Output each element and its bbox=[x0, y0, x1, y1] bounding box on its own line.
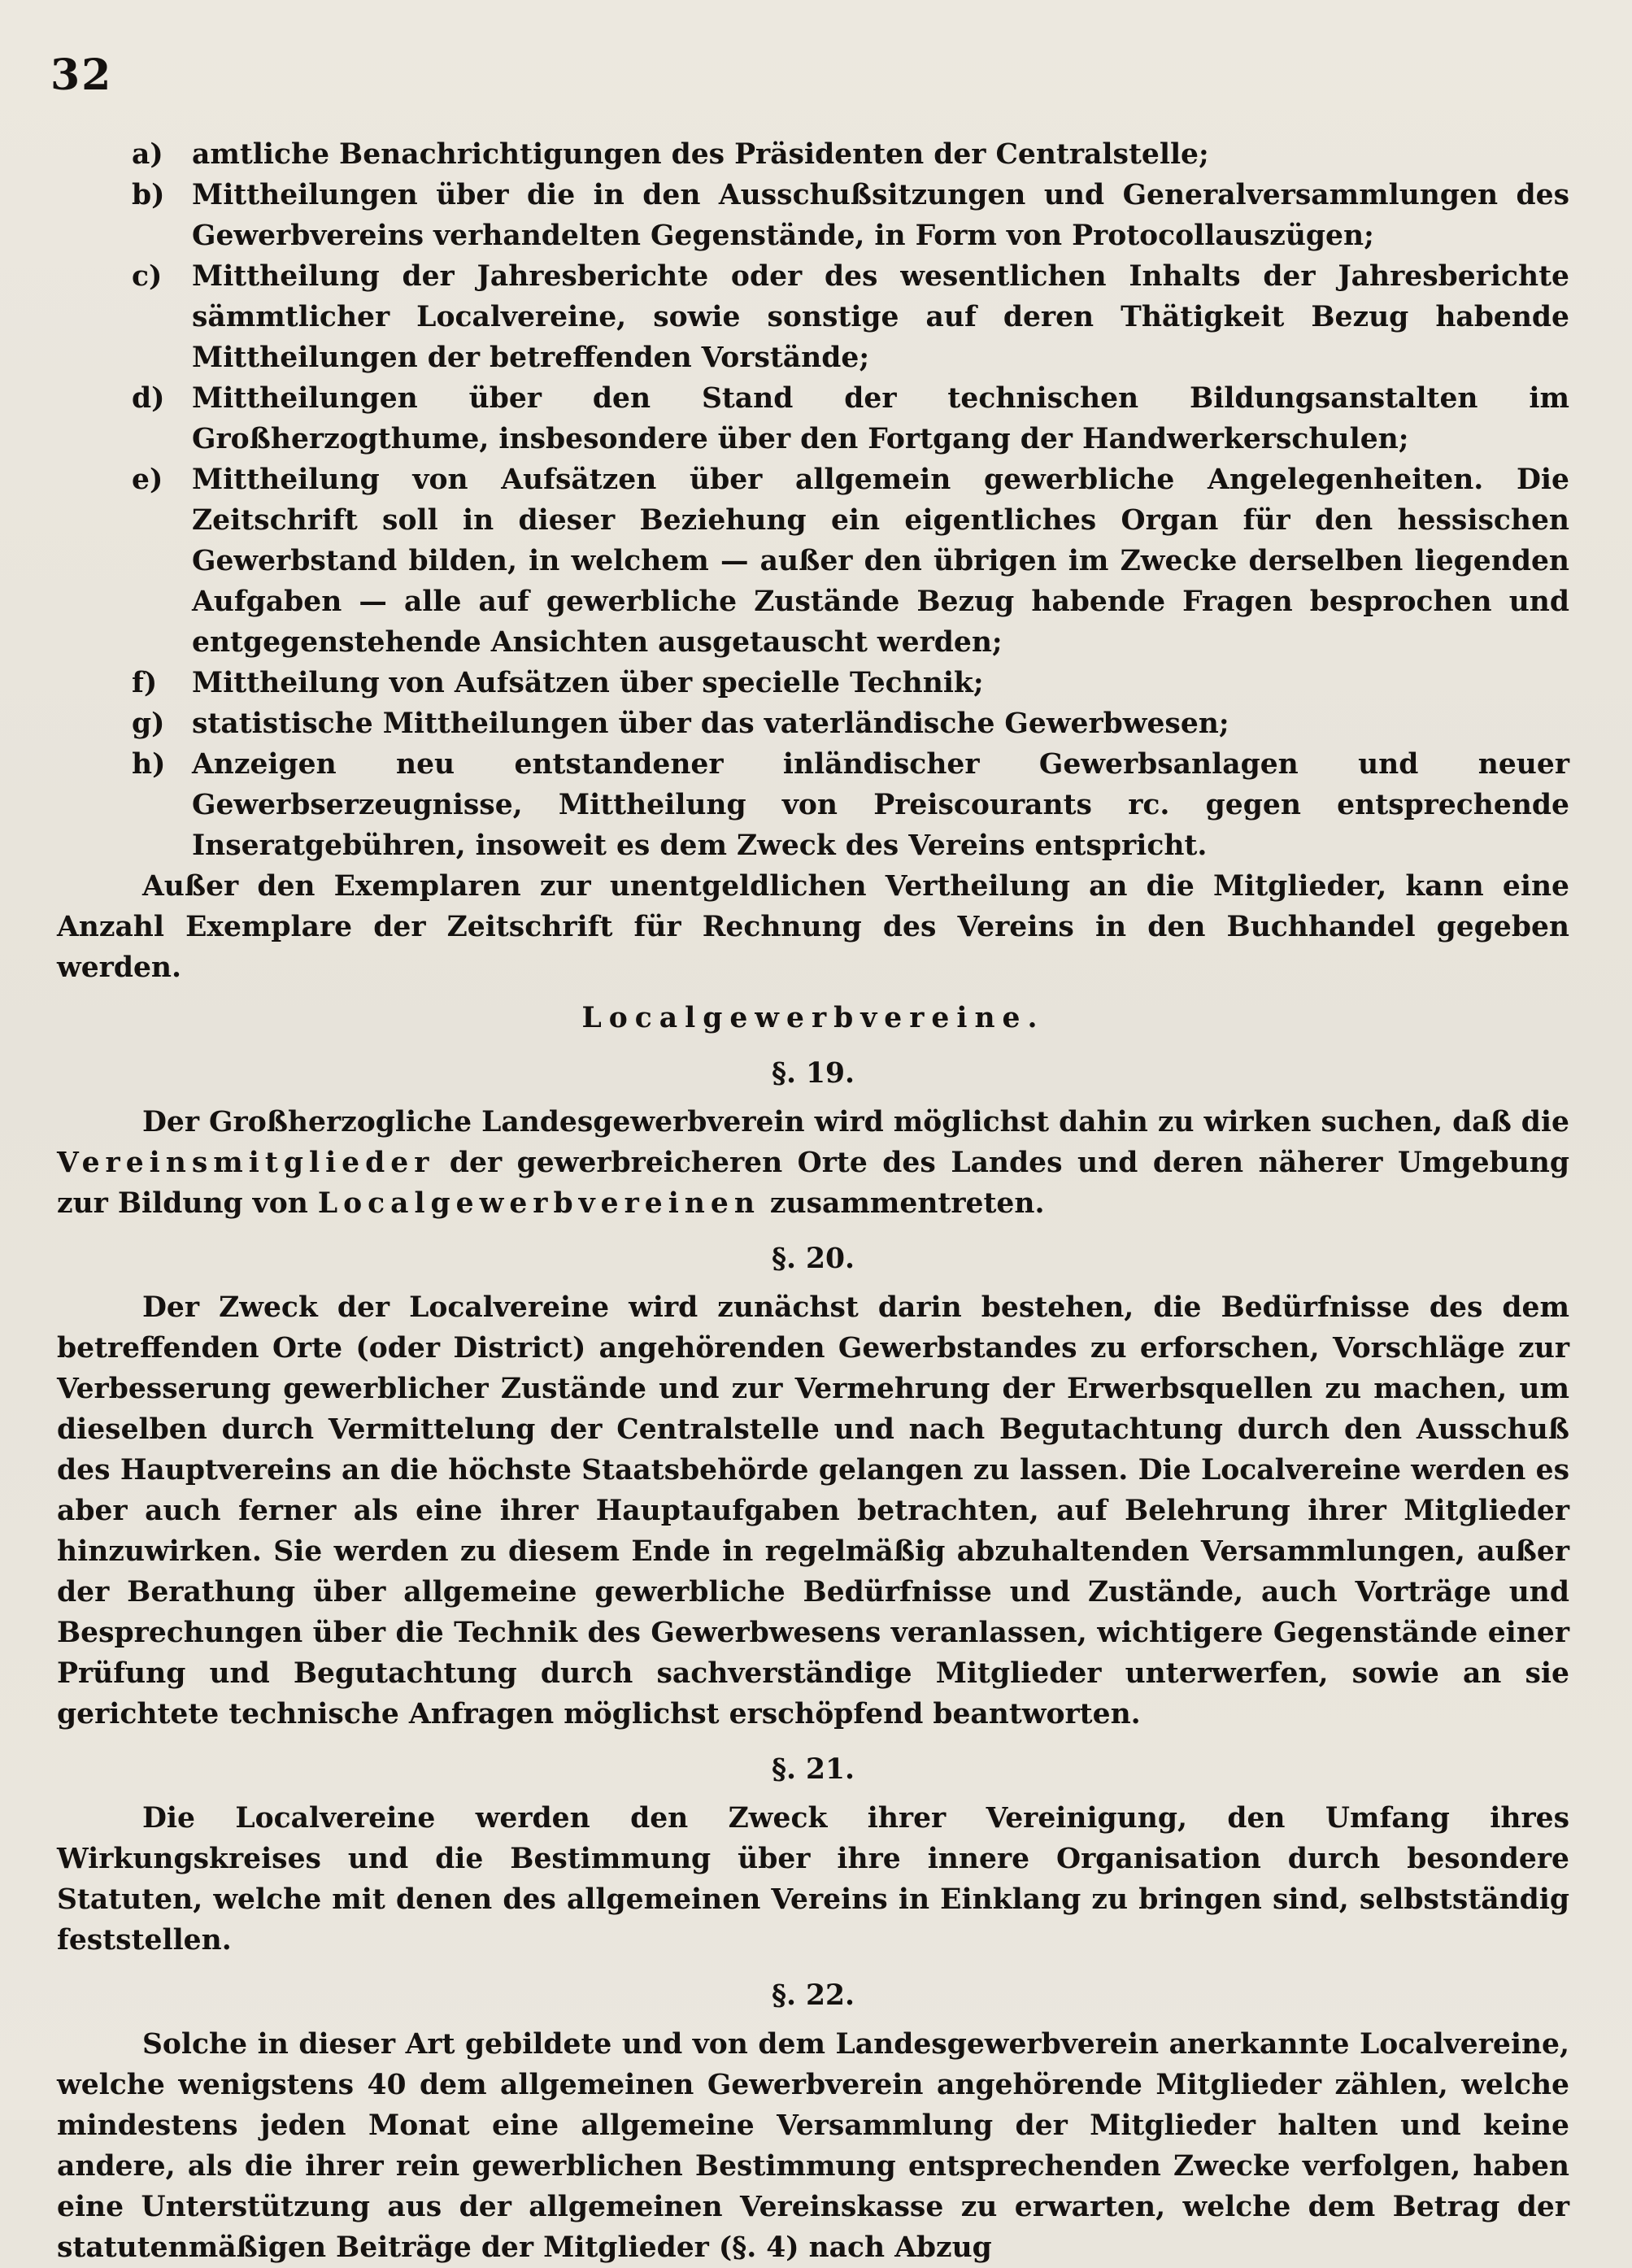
list-item-d bbox=[132, 378, 1569, 459]
section-text-19 bbox=[57, 1102, 1569, 1224]
section-text-21: Die Localvereine werden den Zweck ihrer Vereinigung, den Umfang ihres Wirkungskreises und die Bestimmung über ihre innere Organisation durch besondere Statuten, welche mit denen des allgemeinen Vereins in Einklang zu bringen sind, selbstständig feststellen. bbox=[57, 1802, 1569, 1957]
section-title-19: §. 19. bbox=[771, 1057, 855, 1090]
section-19-spaced-term: Vereinsmitglieder bbox=[57, 1147, 435, 1179]
list-item-label: b) bbox=[132, 179, 165, 211]
section-19-text-part: zusammentreten. bbox=[759, 1187, 1045, 1220]
list-item-e bbox=[132, 459, 1569, 663]
list-item-label: g) bbox=[132, 707, 165, 740]
list-item-text: statistische Mittheilungen über das vaterländische Gewerbwesen; bbox=[192, 707, 1229, 740]
list-item-label: a) bbox=[132, 138, 163, 171]
chapter-heading: Localgewerbvereine. bbox=[581, 1002, 1045, 1034]
list-item-text: Mittheilung der Jahresberichte oder des wesentlichen Inhalts der Jahresberichte sämmtlicher Localvereine, sowie sonstige auf deren Thätigkeit Bezug habende Mittheilungen der betreffenden Vorstände; bbox=[192, 260, 1569, 374]
section-title-20: §. 20. bbox=[771, 1243, 855, 1275]
section-19-text-part: der gewerbreicheren Orte des Landes und deren näherer Umgebung zur Bildung von bbox=[57, 1147, 1569, 1220]
list-item-c bbox=[132, 256, 1569, 378]
closing-paragraph: Außer den Exemplaren zur unentgeldlichen Vertheilung an die Mitglieder, kann eine Anzahl Exemplare der Zeitschrift für Rechnung des Vereins in den Buchhandel gegeben werden. bbox=[57, 870, 1569, 984]
list-item-b bbox=[132, 175, 1569, 256]
section-19-text-part: Der Großherzogliche Landesgewerbverein wird möglichst dahin zu wirken suchen, daß die bbox=[142, 1106, 1569, 1138]
list-item-text: amtliche Benachrichtigungen des Präsidenten der Centralstelle; bbox=[192, 138, 1209, 171]
list-item-label: c) bbox=[132, 260, 163, 293]
list-item-g bbox=[132, 703, 1569, 744]
section-19-spaced-term: Localgewerbvereinen bbox=[317, 1187, 760, 1220]
list-item-text: Mittheilungen über die in den Ausschußsitzungen und Generalversammlungen des Gewerbvereins verhandelten Gegenstände, in Form von Protocollauszügen; bbox=[192, 179, 1569, 252]
item-list bbox=[57, 134, 1569, 866]
list-item-a bbox=[132, 134, 1569, 175]
section-title-22: §. 22. bbox=[771, 1979, 855, 2012]
page-number: 32 bbox=[50, 50, 113, 100]
list-item-h bbox=[132, 744, 1569, 866]
list-item-text: Anzeigen neu entstandener inländischer Gewerbsanlagen und neuer Gewerbserzeugnisse, Mittheilung von Preiscourants rc. gegen entsprechende Inseratgebühren, insoweit es dem Zweck des Vereins entspricht. bbox=[192, 748, 1569, 862]
list-item-text: Mittheilungen über den Stand der technischen Bildungsanstalten im Großherzogthume, insbesondere über den Fortgang der Handwerkerschulen; bbox=[192, 382, 1569, 455]
section-text-20: Der Zweck der Localvereine wird zunächst darin bestehen, die Bedürfnisse des dem betreffenden Orte (oder District) angehörenden Gewerbstandes zu erforschen, Vorschläge zur Verbesserung gewerblicher Zustände und zur Vermehrung der Erwerbsquellen zu machen, um dieselben durch Vermittelung der Centralstelle und nach Begutachtung durch den Ausschuß des Hauptvereins an die höchste Staatsbehörde gelangen zu lassen. Die Localvereine werden es aber auch ferner als eine ihrer Hauptaufgaben betrachten, auf Belehrung ihrer Mitglieder hinzuwirken. Sie werden zu diesem Ende in regelmäßig abzuhaltenden Versammlungen, außer der Berathung über allgemeine gewerbliche Bedürfnisse und Zustände, auch Vorträge und Besprechungen über die Technik des Gewerbwesens veranlassen, wichtigere Gegenstände einer Prüfung und Begutachtung durch sachverständige Mitglieder unterwerfen, sowie an sie gerichtete technische Anfragen möglichst erschöpfend beantworten. bbox=[57, 1291, 1569, 1730]
section-text-22: Solche in dieser Art gebildete und von dem Landesgewerbverein anerkannte Localvereine, welche wenigstens 40 dem allgemeinen Gewerbverein angehörende Mitglieder zählen, welche mindestens jeden Monat eine allgemeine Versammlung der Mitglieder halten und keine andere, als die ihrer rein gewerblichen Bestimmung entsprechenden Zwecke verfolgen, haben eine Unterstützung aus der allgemeinen Vereinskasse zu erwarten, welche dem Betrag der statutenmäßigen Beiträge der Mitglieder (§. 4) nach Abzug bbox=[57, 2028, 1569, 2264]
page-content bbox=[57, 134, 1569, 2268]
list-item-label: f) bbox=[132, 667, 158, 699]
section-title-21: §. 21. bbox=[771, 1753, 855, 1786]
list-item-text: Mittheilung von Aufsätzen über specielle Technik; bbox=[192, 667, 984, 699]
list-item-label: d) bbox=[132, 382, 165, 415]
list-item-label: e) bbox=[132, 464, 163, 496]
list-item-label: h) bbox=[132, 748, 166, 781]
list-item-text: Mittheilung von Aufsätzen über allgemein gewerbliche Angelegenheiten. Die Zeitschrift soll in dieser Beziehung ein eigentliches Organ für den hessischen Gewerbstand bilden, in welchem — außer den übrigen im Zwecke derselben liegenden Aufgaben — alle auf gewerbliche Zustände Bezug habende Fragen besprochen und entgegenstehende Ansichten ausgetauscht werden; bbox=[192, 464, 1569, 659]
list-item-f bbox=[132, 663, 1569, 703]
